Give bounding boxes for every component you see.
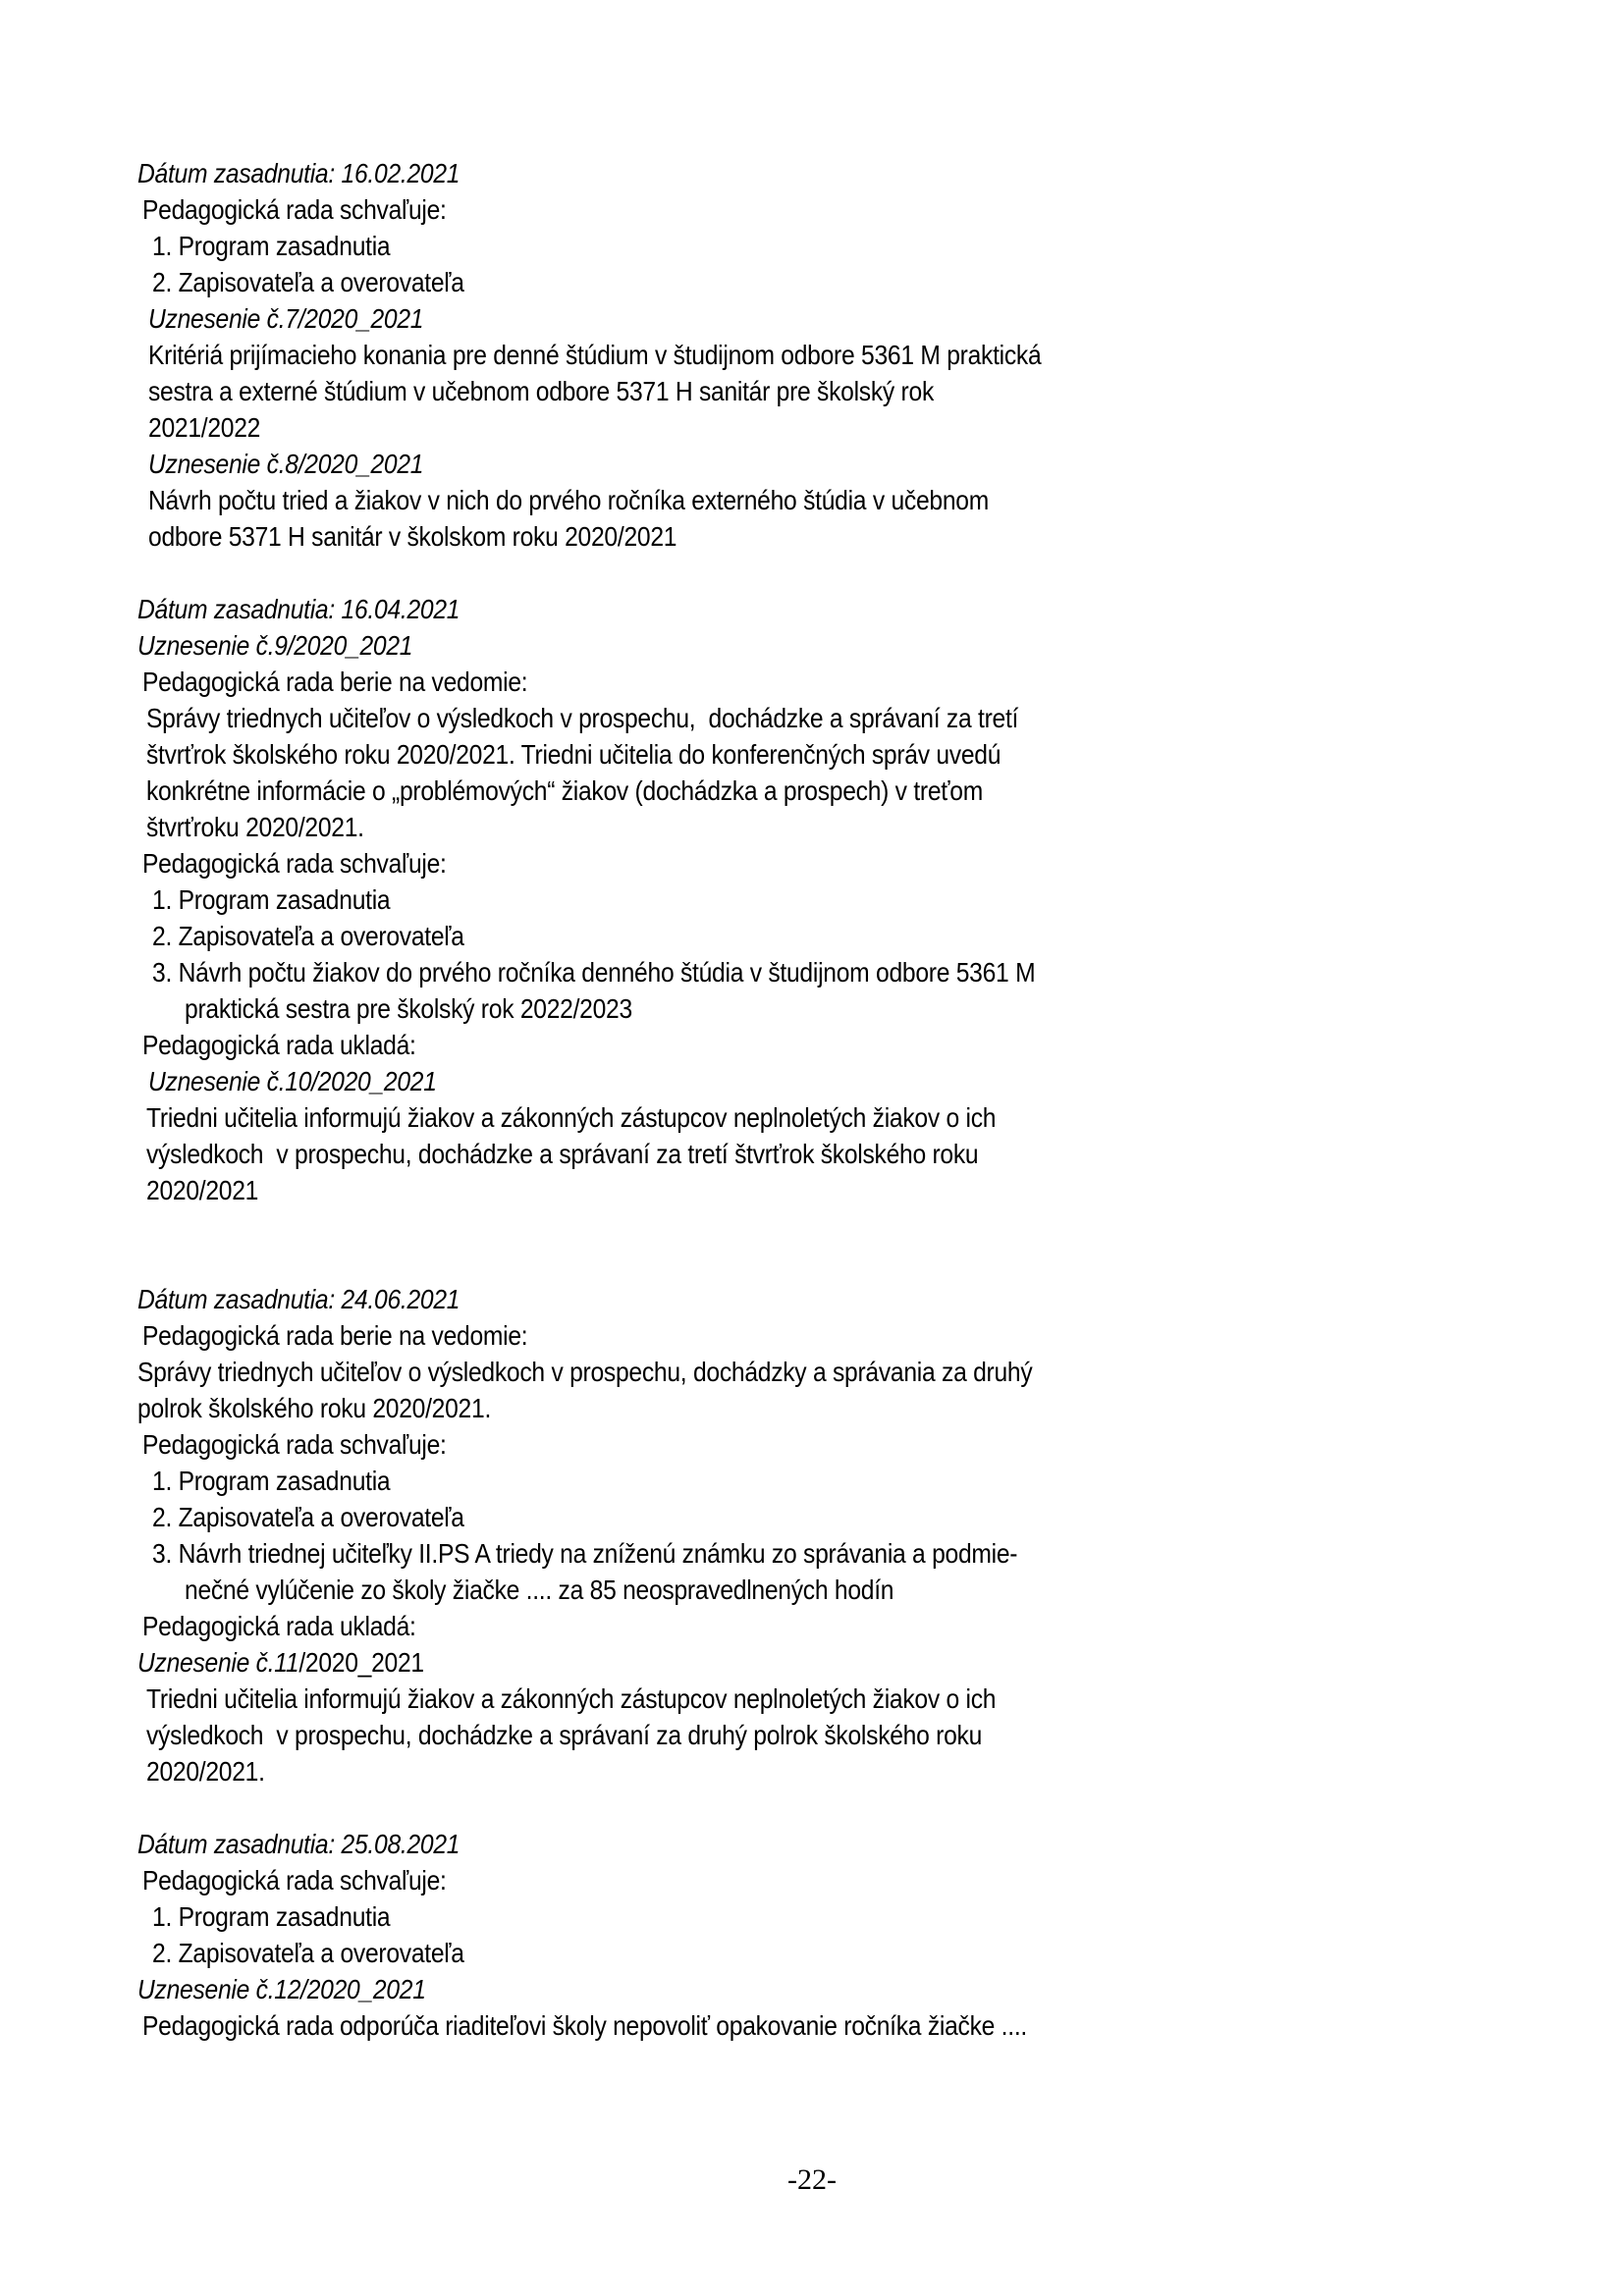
text-line: Pedagogická rada schvaľuje: xyxy=(142,848,447,879)
blank-line xyxy=(137,1208,1585,1245)
document-body xyxy=(137,155,1585,2044)
page-number: -22- xyxy=(787,2163,837,2196)
text-line: Uznesenie č.8/2020_2021 xyxy=(148,449,424,479)
text-line: 3. Návrh počtu žiakov do prvého ročníka denného štúdia v študijnom odbore 5361 M xyxy=(152,957,1036,988)
text-line: polrok školského roku 2020/2021. xyxy=(137,1393,492,1423)
text-line: 2020/2021. xyxy=(146,1756,265,1787)
text-line: 1. Program zasadnutia xyxy=(152,1901,391,1932)
text-line: Pedagogická rada schvaľuje: xyxy=(142,1865,447,1896)
text-line: Pedagogická rada berie na vedomie: xyxy=(142,667,528,697)
text-line: výsledkoch v prospechu, dochádzke a správaní za druhý polrok školského roku xyxy=(146,1720,983,1750)
text-line: 2. Zapisovateľa a overovateľa xyxy=(152,1938,464,1968)
text-line: štvrťroku 2020/2021. xyxy=(146,812,364,842)
text-line: 1. Program zasadnutia xyxy=(152,884,391,915)
text-line: Pedagogická rada schvaľuje: xyxy=(142,194,447,225)
text-line: Dátum zasadnutia: 25.08.2021 xyxy=(137,1829,460,1859)
text-line: Uznesenie č.10/2020_2021 xyxy=(148,1066,437,1096)
text-line: sestra a externé štúdium v učebnom odbore 5371 H sanitár pre školský rok xyxy=(148,376,935,406)
text-line: Pedagogická rada odporúča riaditeľovi školy nepovoliť opakovanie ročníka žiačke .... xyxy=(142,2010,1027,2041)
text-line: Uznesenie č.12/2020_2021 xyxy=(137,1974,426,2004)
text-line: Uznesenie č.7/2020_2021 xyxy=(148,303,424,334)
text-line: Pedagogická rada ukladá: xyxy=(142,1030,416,1060)
text-line: Správy triednych učiteľov o výsledkoch v prospechu, dochádzke a správaní za tretí xyxy=(146,703,1019,733)
text-line: 2021/2022 xyxy=(148,412,261,443)
text-line: nečné vylúčenie zo školy žiačke .... za 85 neospravedlnených hodín xyxy=(185,1575,894,1605)
text-line: 1. Program zasadnutia xyxy=(152,231,391,261)
text-line: Dátum zasadnutia: 16.04.2021 xyxy=(137,594,460,624)
blank-line xyxy=(137,555,1585,591)
text-line: Dátum zasadnutia: 16.02.2021 xyxy=(137,158,460,188)
text-line: odbore 5371 H sanitár v školskom roku 2020/2021 xyxy=(148,521,677,552)
text-line: Správy triednych učiteľov o výsledkoch v prospechu, dochádzky a správania za druhý xyxy=(137,1357,1033,1387)
text-line: praktická sestra pre školský rok 2022/2023 xyxy=(185,993,632,1024)
text-line: Triedni učitelia informujú žiakov a zákonných zástupcov neplnoletých žiakov o ich xyxy=(146,1683,997,1714)
text-line: Kritériá prijímacieho konania pre denné štúdium v študijnom odbore 5361 M praktická xyxy=(148,340,1042,370)
text-line: 3. Návrh triednej učiteľky II.PS A triedy na zníženú známku zo správania a podmie- xyxy=(152,1538,1018,1569)
text-line: 2. Zapisovateľa a overovateľa xyxy=(152,267,464,297)
text-line: Triedni učitelia informujú žiakov a zákonných zástupcov neplnoletých žiakov o ich xyxy=(146,1102,997,1133)
text-line: Uznesenie č.9/2020_2021 xyxy=(137,630,413,661)
text-line: 2. Zapisovateľa a overovateľa xyxy=(152,921,464,951)
text-line: konkrétne informácie o „problémových“ žiakov (dochádzka a prospech) v treťom xyxy=(146,775,983,806)
text-line: Pedagogická rada ukladá: xyxy=(142,1611,416,1641)
text-line: Pedagogická rada schvaľuje: xyxy=(142,1429,447,1460)
text-line: 1. Program zasadnutia xyxy=(152,1466,391,1496)
blank-line xyxy=(137,1789,1585,1826)
text-line: štvrťrok školského roku 2020/2021. Triedni učitelia do konferenčných správ uvedú xyxy=(146,739,1001,770)
text-line: Dátum zasadnutia: 24.06.2021 xyxy=(137,1284,460,1314)
text-line: Uznesenie č.11/2020_2021 xyxy=(137,1647,424,1678)
text-line: Návrh počtu tried a žiakov v nich do prvého ročníka externého štúdia v učebnom xyxy=(148,485,989,515)
text-line: 2020/2021 xyxy=(146,1175,259,1205)
text-line: výsledkoch v prospechu, dochádzke a správaní za tretí štvrťrok školského roku xyxy=(146,1139,979,1169)
text-line: 2. Zapisovateľa a overovateľa xyxy=(152,1502,464,1532)
blank-line xyxy=(137,1245,1585,1281)
text-line: Pedagogická rada berie na vedomie: xyxy=(142,1320,528,1351)
